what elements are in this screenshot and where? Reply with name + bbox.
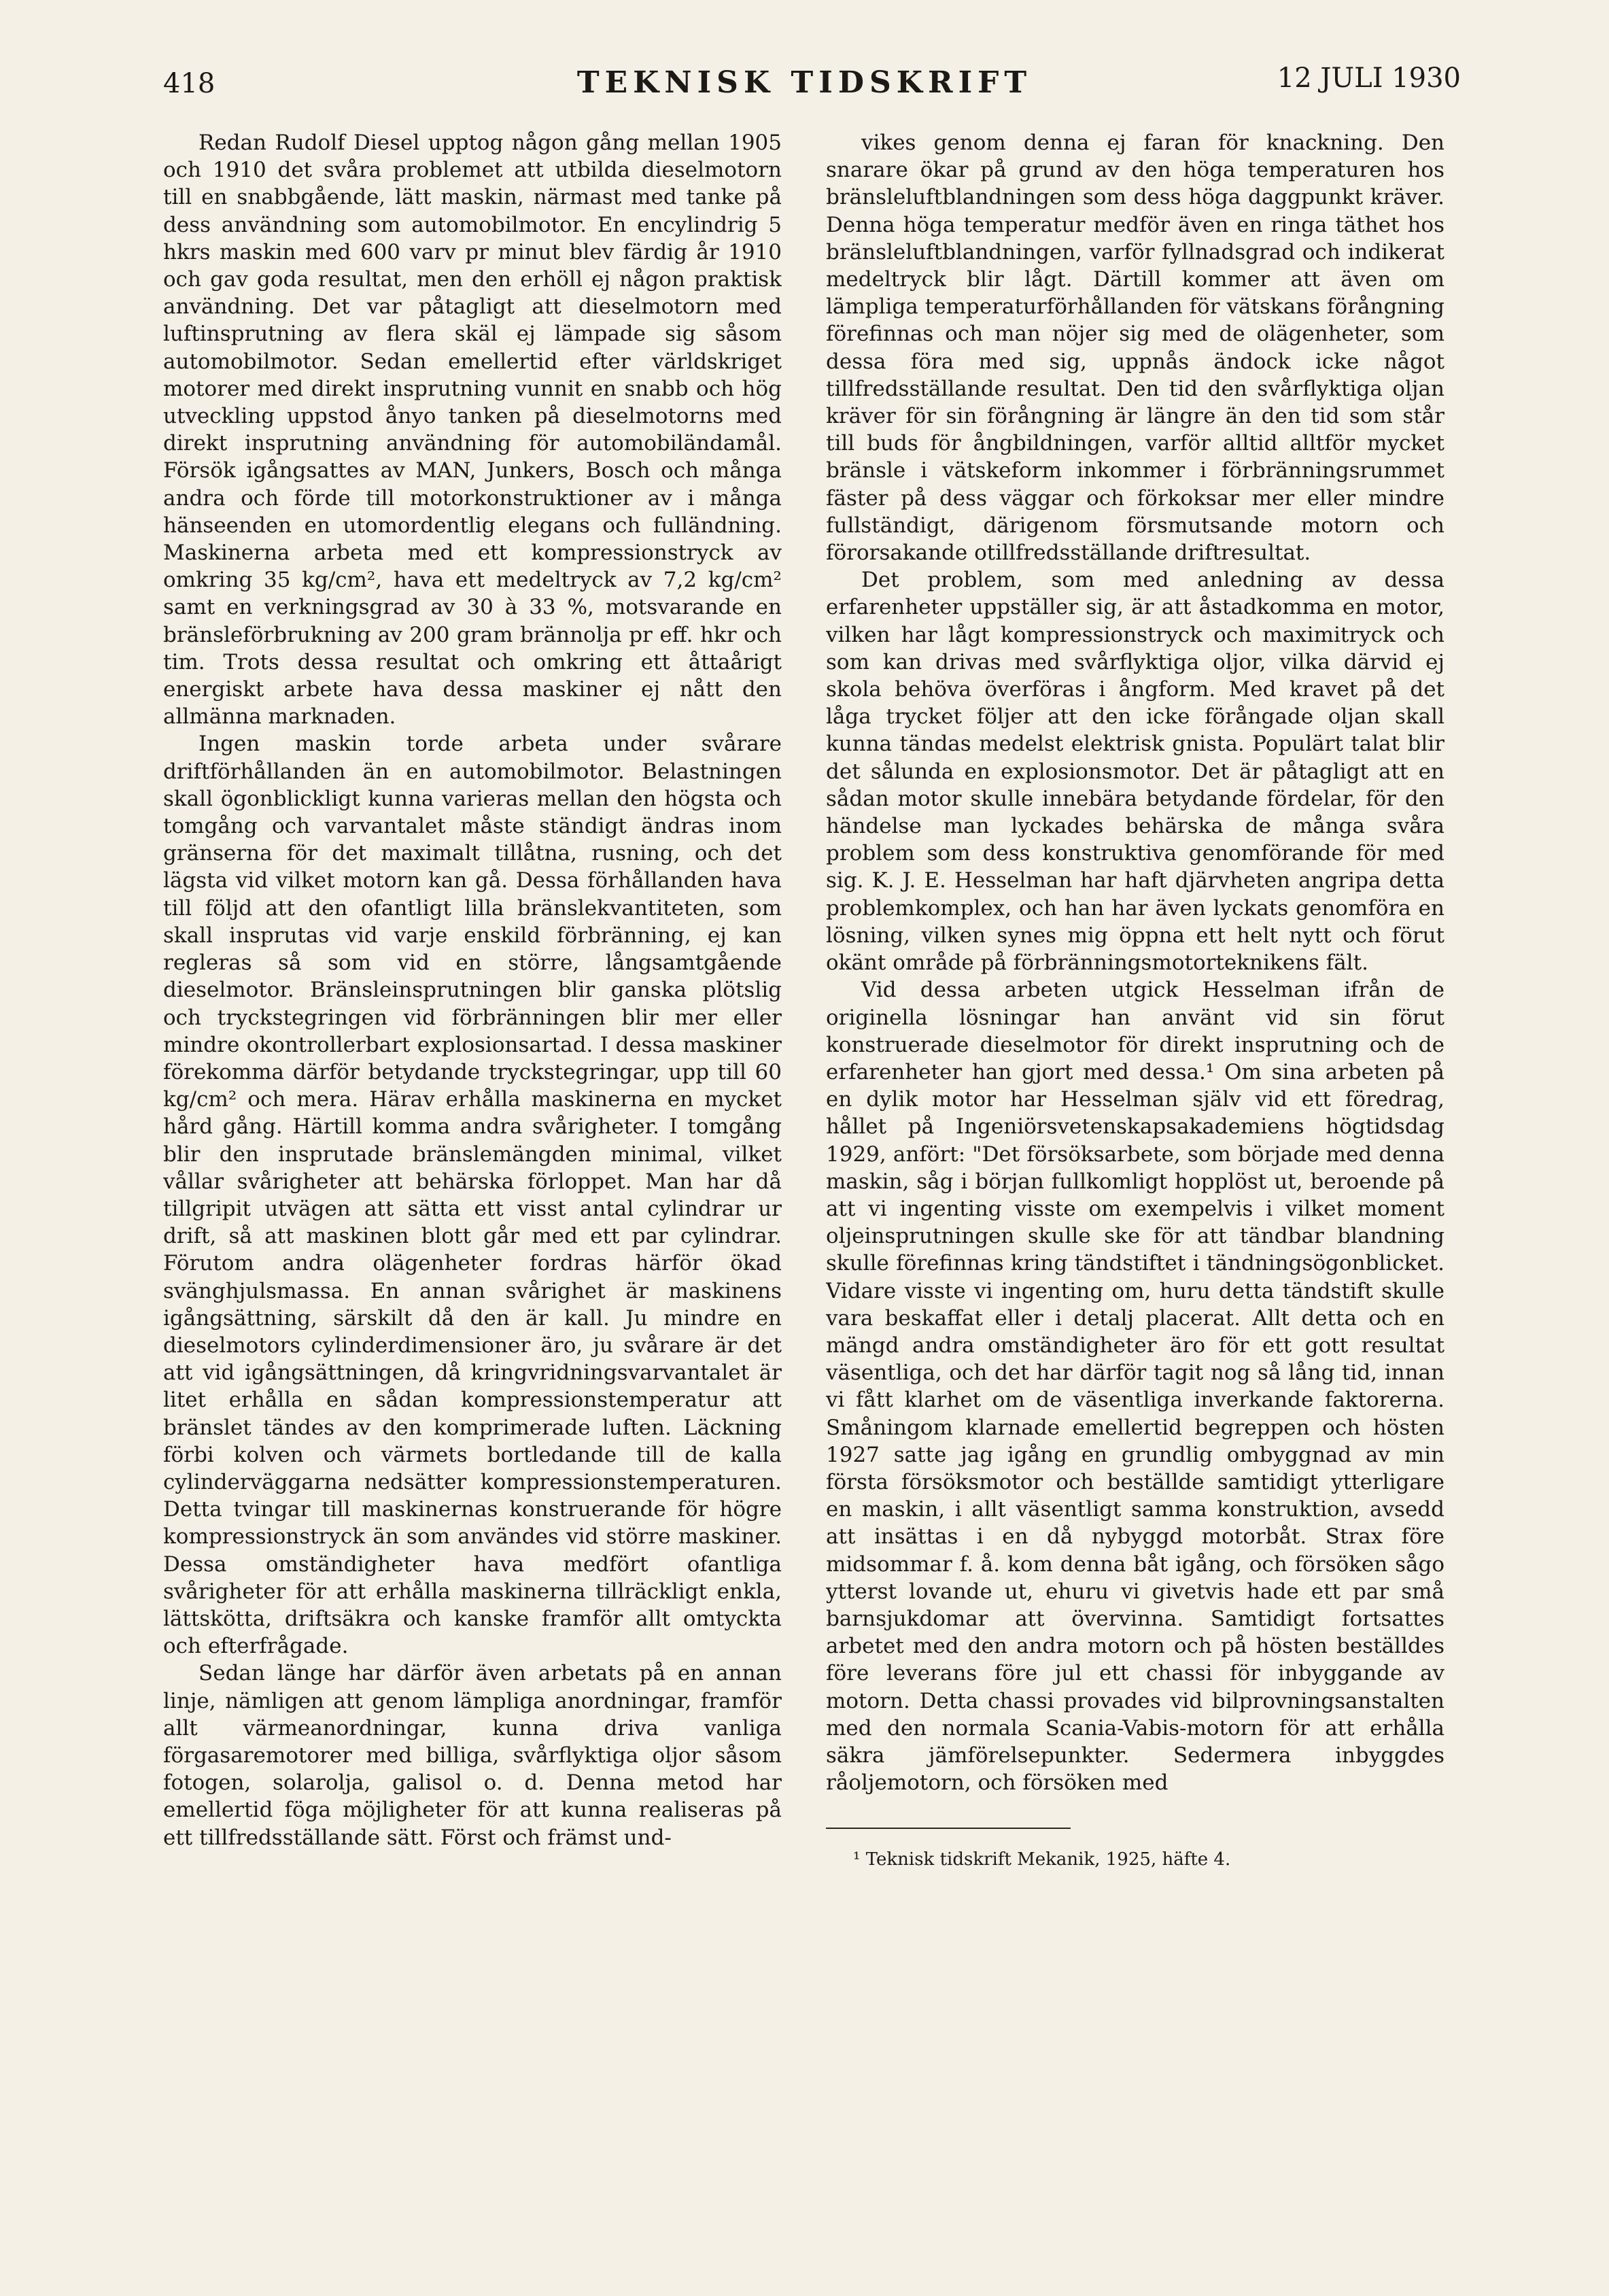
paragraph: vikes genom denna ej faran för knackning. Den snarare ökar på grund av den höga temperaturen hos bränsleluftblandningen som dess höga daggpunkt kräver. Denna höga temperatur medför även en ringa täthet hos bränsleluftblandningen, varför fyllnadsgrad och indikerat medeltryck blir lågt. Därtill kommer att även om lämpliga temperaturförhållanden för vätskans förångning förefinnas och man nöjer sig med de olägenheter, som dessa föra med sig, uppnås ändock icke något tillfredsställande resultat. Den tid den svårflyktiga oljan kräver för sin förångning är längre än den tid som står till buds för ångbildningen, varför alltid alltför mycket bränsle i vätskeform inkommer i förbränningsrummet fäster på dess väggar och förkoksar mer eller mindre fullständigt, därigenom försmutsande motorn och förorsakande otillfredsställande driftresultat. (826, 131, 1444, 566)
paragraph: Vid dessa arbeten utgick Hesselman ifrån de originella lösningar han använt vid sin förut konstruerade dieselmotor för direkt insprutning och de erfarenheter han gjort med dessa.¹ Om sina arbeten på en dylik motor har Hesselman själv vid ett föredrag, hållet på Ingeniörsvetenskapsakademiens högtidsdag 1929, anfört: "Det försöksarbete, som började med denna maskin, såg i början fullkomligt hopplöst ut, beroende på att vi ingenting visste om exempelvis i vilket moment oljeinsprutningen skulle ske för att tändbar blandning skulle förefinnas kring tändstiftet i tändningsögonblicket. Vidare visste vi ingenting om, huru detta tändstift skulle vara beskaffat eller i detalj placerat. Allt detta och en mängd andra omständigheter äro för ett gott resultat väsentliga, och det har därför tagit nog så lång tid, innan vi fått klarhet om de väsentliga inverkande faktorerna. Småningom klarnade emellertid begreppen och hösten 1927 satte jag igång en grundlig ombyggnad av min första försöksmotor och beställde samtidigt ytterligare en maskin, i allt väsentligt samma konstruktion, avsedd att insättas i en då nybyggd motorbåt. Strax före midsommar f. å. kom denna båt igång, och försöken sågo ytterst lovande ut, ehuru vi givetvis hade ett par små barnsjukdomar att övervinna. Samtidigt fortsattes arbetet med den andra motorn och på hösten beställdes före leverans före jul ett chassi för inbyggande av motorn. Detta chassi provades vid bilprovningsanstalten med den normala Scania-Vabis-motorn för att erhålla säkra jämförelsepunkter. Sedermera inbyggdes råoljemotorn, och försöken med (826, 978, 1444, 1796)
footnote-divider (826, 1828, 1071, 1829)
issue-date: 12 JULI 1930 (1277, 63, 1461, 94)
left-column (163, 129, 782, 2087)
page-number: 418 (163, 68, 215, 99)
paragraph: Sedan länge har därför även arbetats på en annan linje, nämligen att genom lämpliga anordningar, framför allt värmeanordningar, kunna driva vanliga förgasaremotorer med billiga, svårflyktiga oljor såsom fotogen, solarolja, galisol o. d. Denna metod har emellertid föga möjligheter för att kunna realiseras på ett tillfredsställande sätt. Först och främst und- (163, 1661, 782, 1850)
journal-title: TEKNISK TIDSKRIFT (576, 65, 1033, 100)
footnote: ¹ Teknisk tidskrift Mekanik, 1925, häfte 4. (853, 1849, 1231, 1870)
paragraph: Det problem, som med anledning av dessa erfarenheter uppställer sig, är att åstadkomma en motor, vilken har lågt kompressionstryck och maximitryck och som kan drivas med svårflyktiga oljor, vilka därvid ej skola behöva överföras i ångform. Med kravet på det låga trycket följer att den icke förångade oljan skall kunna tändas medelst elektrisk gnista. Populärt talat blir det sålunda en explosionsmotor. Det är påtagligt att en sådan motor skulle innebära betydande fördelar, för den händelse man lyckades behärska de många svåra problem som dess konstruktiva genomförande för med sig. K. J. E. Hesselman har haft djärvheten angripa detta problemkomplex, och han har även lyckats genomföra en lösning, vilken synes mig öppna ett helt nytt och förut okänt område på förbränningsmotorteknikens fält. (826, 568, 1444, 976)
right-column (826, 129, 1444, 2087)
article-body (163, 129, 1444, 2087)
paragraph: Redan Rudolf Diesel upptog någon gång mellan 1905 och 1910 det svåra problemet att utbilda dieselmotorn till en snabbgående, lätt maskin, närmast med tanke på dess användning som automobilmotor. En encylindrig 5 hkrs maskin med 600 varv pr minut blev färdig år 1910 och gav goda resultat, men den erhöll ej någon praktisk användning. Det var påtagligt att dieselmotorn med luftinsprutning av flera skäl ej lämpade sig såsom automobilmotor. Sedan emellertid efter världskriget motorer med direkt insprutning vunnit en snabb och hög utveckling uppstod ånyo tanken på dieselmotorns med direkt insprutning användning för automobiländamål. Försök igångsattes av MAN, Junkers, Bosch och många andra och förde till motorkonstruktioner av i många hänseenden en utomordentlig elegans och fulländning. Maskinerna arbeta med ett kompressionstryck av omkring 35 kg/cm², hava ett medeltryck av 7,2 kg/cm² samt en verkningsgrad av 30 à 33 %, motsvarande en bränsleförbrukning av 200 gram brännolja pr eff. hkr och tim. Trots dessa resultat och omkring ett åttaårigt energiskt arbete hava dessa maskiner ej nått den allmänna marknaden. (163, 131, 782, 730)
paragraph: Ingen maskin torde arbeta under svårare driftförhållanden än en automobilmotor. Belastningen skall ögonblickligt kunna varieras mellan den högsta och tomgång och varvantalet måste ständigt ändras inom gränserna för det maximalt tillåtna, rusning, och det lägsta vid vilket motorn kan gå. Dessa förhållanden hava till följd att den ofantligt lilla bränslekvantiteten, som skall insprutas vid varje enskild förbränning, ej kan regleras så som vid en större, långsamtgående dieselmotor. Bränsleinsprutningen blir ganska plötslig och tryckstegringen vid förbränningen blir mer eller mindre okontrollerbart explosionsartad. I dessa maskiner förekomma därför betydande tryckstegringar, upp till 60 kg/cm² och mera. Härav erhålla maskinerna en mycket hård gång. Härtill komma andra svårigheter. I tomgång blir den insprutade bränslemängden minimal, vilket vållar svårigheter att behärska förloppet. Man har då tillgripit utvägen att sätta ett visst antal cylindrar ur drift, så att maskinen blott går med ett par cylindrar. Förutom andra olägenheter fordras härför ökad svänghjulsmassa. En annan svårighet är maskinens igångsättning, särskilt då den är kall. Ju mindre en dieselmotors cylinderdimensioner äro, ju svårare är det att vid igångsättningen, då kringvridningsvarvantalet är litet erhålla en sådan kompressionstemperatur att bränslet tändes av den komprimerade luften. Läckning förbi kolven och värmets bortledande till de kalla cylinderväggarna nedsätter kompressionstemperaturen. Detta tvingar till maskinernas konstruerande för högre kompressionstryck än som användes vid större maskiner. Dessa omständigheter hava medfört ofantliga svårigheter för att erhålla maskinerna tillräckligt enkla, lättskötta, driftsäkra och kanske framför allt omtyckta och efterfrågade. (163, 732, 782, 1659)
page-header (136, 56, 1473, 110)
